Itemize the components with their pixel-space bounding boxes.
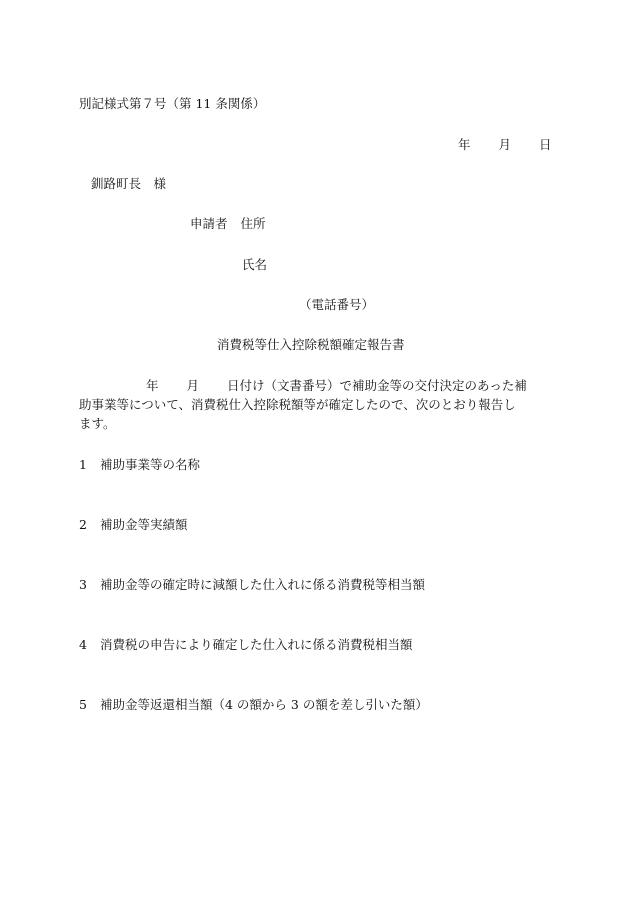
item-text: 補助事業等の名称 (100, 457, 201, 472)
name-label: 氏名 (242, 257, 268, 272)
item-number: 4 (79, 637, 87, 652)
list-item (79, 697, 428, 713)
applicant-label: 申請者 (190, 216, 228, 231)
item-number: 5 (79, 697, 87, 712)
item-text: 補助金等の確定時に減額した仕入れに係る消費税等相当額 (100, 577, 426, 592)
address-label: 住所 (240, 216, 266, 231)
phone-label: （電話番号） (299, 297, 375, 312)
addressee: 釧路町長 様 (91, 176, 167, 191)
list-item (79, 517, 188, 533)
date-line (458, 137, 552, 153)
item-text: 補助金等返還相当額（4 の額から 3 の額を差し引いた額） (100, 697, 428, 712)
date-day: 日 (539, 137, 552, 152)
body-line-2: 助事業等について、消費税仕入控除税額等が確定したので、次のとおり報告し (79, 397, 516, 412)
document-title: 消費税等仕入控除税額確定報告書 (217, 337, 405, 352)
date-year: 年 (458, 137, 471, 152)
form-label: 別記様式第７号（第 11 条関係） (79, 96, 266, 111)
list-item (79, 457, 200, 473)
body-month: 月 (186, 378, 200, 393)
item-number: 2 (79, 517, 87, 532)
item-number: 3 (79, 577, 87, 592)
item-text: 消費税の申告により確定した仕入れに係る消費税相当額 (100, 637, 413, 652)
item-number: 1 (79, 457, 87, 472)
body-year: 年 (146, 378, 159, 393)
body-line-3: ます。 (79, 416, 116, 431)
item-text: 補助金等実績額 (100, 517, 188, 532)
list-item (79, 577, 425, 593)
applicant-address-line (190, 216, 266, 232)
body-line-1 (79, 376, 551, 395)
body-line-1-rest: 日付け（文書番号）で補助金等の交付決定のあった補 (227, 378, 527, 393)
list-item (79, 637, 413, 653)
date-month: 月 (498, 137, 512, 152)
body-paragraph (79, 376, 551, 433)
